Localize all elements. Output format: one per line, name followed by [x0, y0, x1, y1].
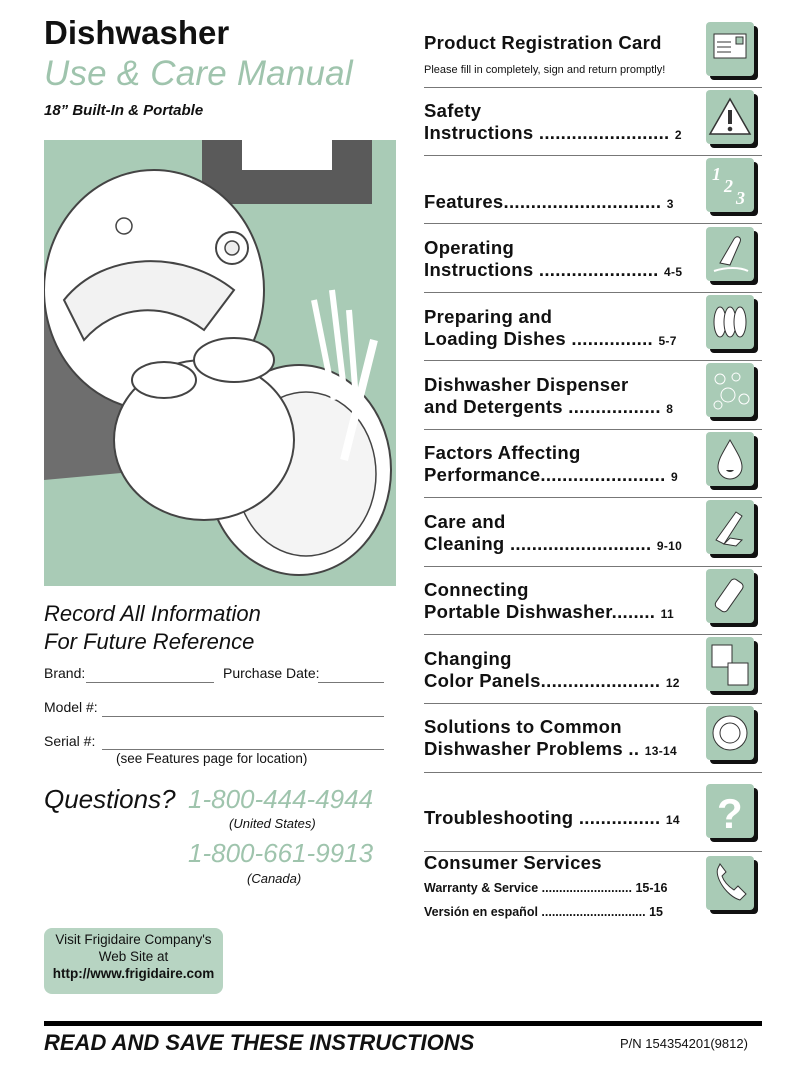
model-field[interactable] [102, 716, 384, 717]
toc-divider [424, 634, 762, 635]
svg-text:?: ? [717, 790, 743, 837]
website-box [44, 928, 223, 994]
toc-item-performance[interactable]: Factors Affecting Performance....................... 9 [424, 442, 678, 485]
website-line1: Visit Frigidaire Company's [55, 932, 212, 947]
dish-rack-icon [706, 295, 760, 355]
serial-hint: (see Features page for location) [116, 751, 308, 766]
purchase-date-label: Purchase Date: [223, 665, 320, 681]
svg-text:2: 2 [724, 176, 733, 196]
spanish-entry[interactable]: Versión en español .............................. 15 [424, 905, 663, 919]
toc-item-features[interactable]: Features............................. 3 [424, 191, 674, 212]
toc-divider [424, 360, 762, 361]
faucet-hose-icon [706, 569, 760, 629]
toc-item-safety[interactable]: Safety Instructions ........................ 2 [424, 100, 682, 143]
telephone-icon [706, 856, 760, 916]
country-canada: (Canada) [247, 871, 302, 886]
manual-title: Dishwasher [44, 14, 230, 51]
record-heading-line1: Record All Information [44, 601, 261, 626]
phone-us: 1-800-444-4944 [188, 784, 374, 814]
website-line2: Web Site at [98, 949, 169, 964]
toc-divider [424, 566, 762, 567]
dish-icon [706, 706, 760, 766]
toc-item-dispenser[interactable]: Dishwasher Dispenser and Detergents ................. 8 [424, 374, 674, 417]
part-number: P/N 154354201(9812) [620, 1036, 748, 1051]
model-label: Model #: [44, 699, 98, 715]
toc-item-operating[interactable]: Operating Instructions ...................... 4-5 [424, 237, 683, 280]
brand-label: Brand: [44, 665, 86, 681]
consumer-services-title[interactable]: Consumer Services [424, 852, 602, 873]
model-type: 18” Built-In & Portable [44, 102, 204, 119]
toc-divider [424, 223, 762, 224]
toc-divider [424, 703, 762, 704]
cleaning-brush-icon [706, 500, 760, 560]
warning-icon [706, 90, 760, 150]
color-panel-icon [706, 637, 760, 697]
warranty-entry[interactable]: Warranty & Service .......................... 15-16 [424, 881, 668, 895]
toc-item-troubleshooting[interactable]: Troubleshooting ............... 14 [424, 807, 680, 828]
brand-field[interactable] [86, 682, 214, 683]
toc-divider [424, 497, 762, 498]
svg-text:3: 3 [736, 188, 745, 208]
read-save-instructions: READ AND SAVE THESE INSTRUCTIONS [44, 1030, 475, 1055]
toc-divider [424, 772, 762, 773]
toc-divider [424, 87, 762, 88]
serial-label: Serial #: [44, 733, 96, 749]
dishwasher-illustration [44, 140, 396, 586]
envelope-icon [706, 22, 760, 82]
record-heading [44, 600, 261, 656]
hand-press-icon [706, 227, 760, 287]
record-heading-line2: For Future Reference [44, 629, 255, 654]
toc-divider [424, 292, 762, 293]
questions-label: Questions? [44, 784, 176, 814]
registration-note: Please fill in completely, sign and return promptly! [424, 64, 666, 76]
numbers-123-icon [706, 158, 760, 218]
question-icon [706, 784, 760, 844]
detergent-icon [706, 363, 760, 423]
toc-item-solutions[interactable]: Solutions to Common Dishwasher Problems .. 13-14 [424, 716, 677, 759]
toc-divider [424, 155, 762, 156]
toc-item-portable[interactable]: Connecting Portable Dishwasher........ 11 [424, 579, 674, 622]
manual-subtitle: Use & Care Manual [44, 54, 353, 93]
svg-text:1: 1 [712, 164, 721, 184]
country-us: (United States) [229, 816, 316, 831]
website-url[interactable]: http://www.frigidaire.com [52, 966, 215, 981]
water-drop-icon [706, 432, 760, 492]
registration-title[interactable]: Product Registration Card [424, 32, 662, 53]
phone-canada: 1-800-661-9913 [188, 838, 374, 868]
toc-divider [424, 429, 762, 430]
toc-item-loading[interactable]: Preparing and Loading Dishes ............... 5-7 [424, 306, 677, 349]
toc-item-care[interactable]: Care and Cleaning .......................... 9-10 [424, 511, 683, 554]
toc-item-color-panels[interactable]: Changing Color Panels...................... 12 [424, 648, 680, 691]
serial-field[interactable] [102, 749, 384, 750]
footer-rule [44, 1021, 762, 1026]
purchase-date-field[interactable] [318, 682, 384, 683]
